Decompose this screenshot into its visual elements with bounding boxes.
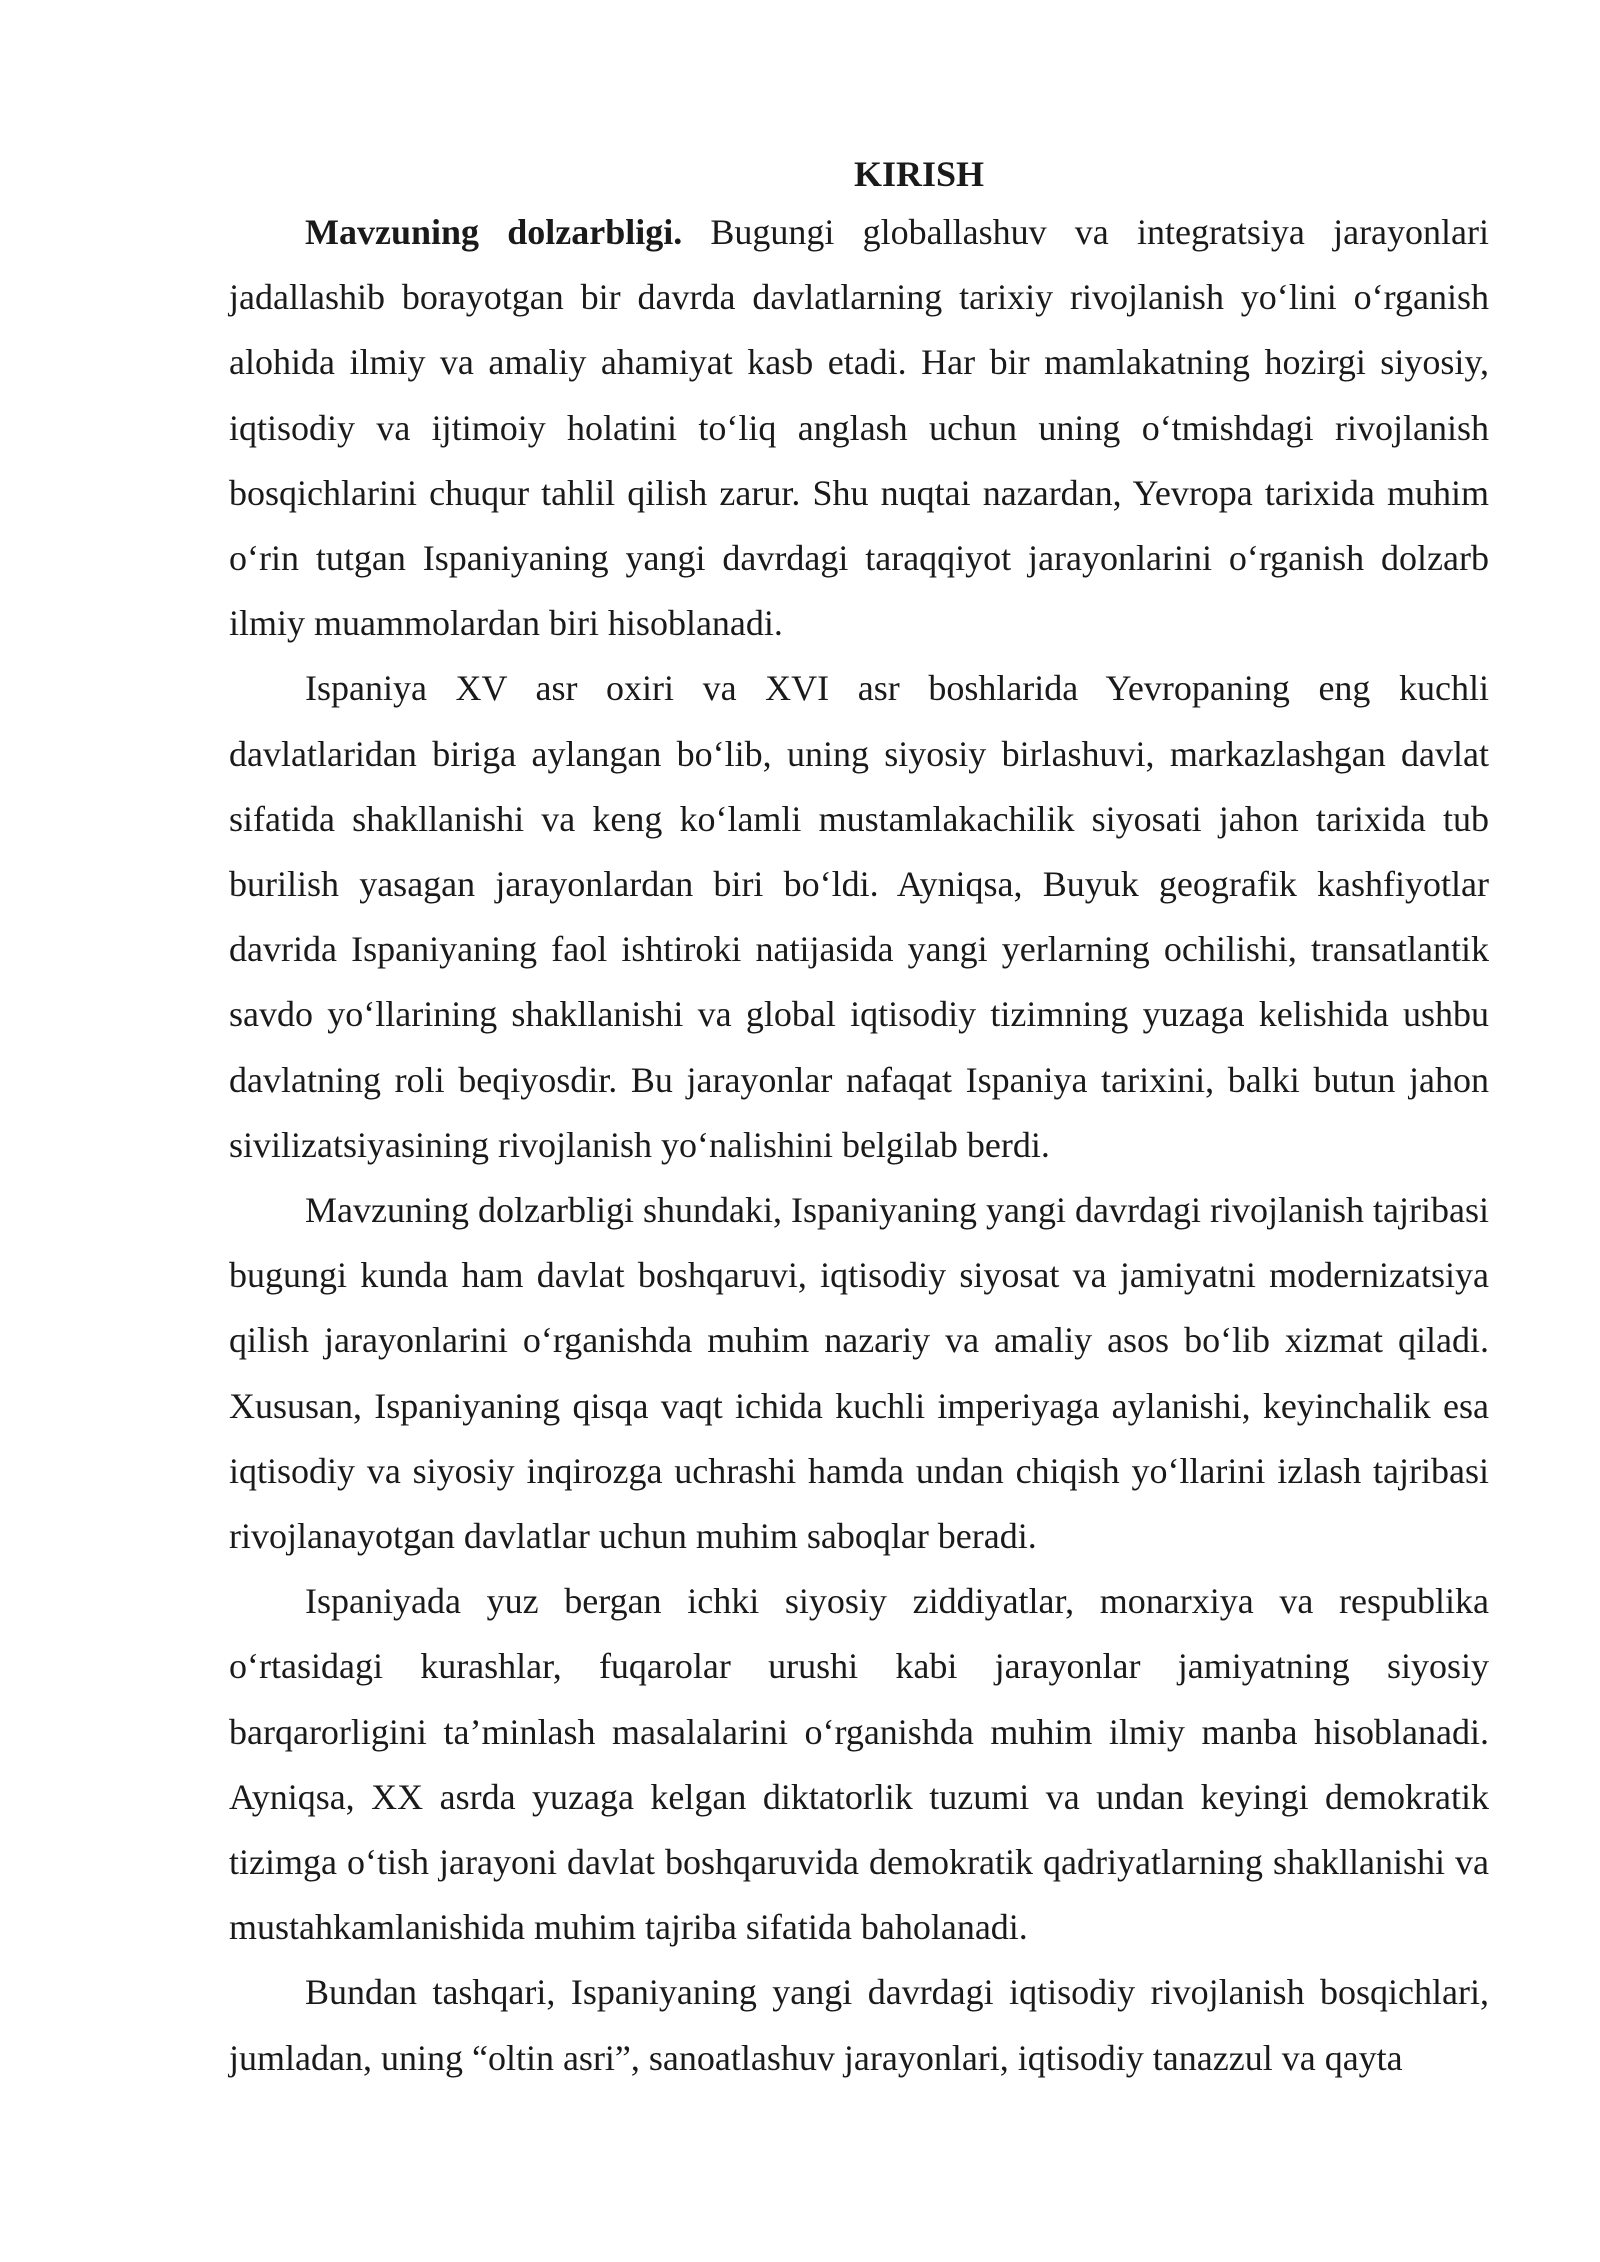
page-title: KIRISH	[853, 154, 985, 194]
paragraph-text: Bundan tashqari, Ispaniyaning yangi davrdagi iqtisodiy rivojlanish bosqichlari, jumladan, uning “oltin asri”, sanoatlashuv jarayonlari, iqtisodiy tanazzul va qayta	[229, 1972, 1489, 2078]
paragraph-lead: Mavzuning dolzarbligi.	[305, 212, 683, 252]
paragraph-5	[229, 1960, 1489, 2090]
paragraph-text: Mavzuning dolzarbligi shundaki, Ispaniyaning yangi davrdagi rivojlanish tajribasi bugungi kunda ham davlat boshqaruvi, iqtisodiy siyosat va jamiyatni modernizatsiya qilish jarayonlarini o‘rganishda muhim nazariy va amaliy asos bo‘lib xizmat qiladi. Xususan, Ispaniyaning qisqa vaqt ichida kuchli imperiyaga aylanishi, keyinchalik esa iqtisodiy va siyosiy inqirozga uchrashi hamda undan chiqish yo‘llarini izlash tajribasi rivojlanayotgan davlatlar uchun muhim saboqlar beradi.	[229, 1190, 1489, 1557]
paragraph-text: Ispaniyada yuz bergan ichki siyosiy ziddiyatlar, monarxiya va respublika o‘rtasidagi kurashlar, fuqarolar urushi kabi jarayonlar jamiyatning siyosiy barqarorligini ta’minlash masalalarini o‘rganishda muhim ilmiy manba hisoblanadi. Ayniqsa, XX asrda yuzaga kelgan diktatorlik tuzumi va undan keyingi demokratik tizimga o‘tish jarayoni davlat boshqaruvida demokratik qadriyatlarning shakllanishi va mustahkamlanishida muhim tajriba sifatida baholanadi.	[229, 1581, 1489, 1948]
paragraph-text: Ispaniya XV asr oxiri va XVI asr boshlarida Yevropaning eng kuchli davlatlaridan biriga aylangan bo‘lib, uning siyosiy birlashuvi, markazlashgan davlat sifatida shakllanishi va keng ko‘lamli mustamlakachilik siyosati jahon tarixida tub burilish yasagan jarayonlardan biri bo‘ldi. Ayniqsa, Buyuk geografik kashfiyotlar davrida Ispaniyaning faol ishtiroki natijasida yangi yerlarning ochilishi, transatlantik savdo yo‘llarining shakllanishi va global iqtisodiy tizimning yuzaga kelishida ushbu davlatning roli beqiyosdir. Bu jarayonlar nafaqat Ispaniya tarixini, balki butun jahon sivilizatsiyasining rivojlanish yo‘nalishini belgilab berdi.	[229, 668, 1489, 1165]
document-body	[229, 148, 1489, 2091]
paragraph-text: Bugungi globallashuv va integratsiya jarayonlari jadallashib borayotgan bir davrda davlatlarning tarixiy rivojlanish yo‘lini o‘rganish alohida ilmiy va amaliy ahamiyat kasb etadi. Har bir mamlakatning hozirgi siyosiy, iqtisodiy va ijtimoiy holatini to‘liq anglash uchun uning o‘tmishdagi rivojlanish bosqichlarini chuqur tahlil qilish zarur. Shu nuqtai nazardan, Yevropa tarixida muhim o‘rin tutgan Ispaniyaning yangi davrdagi taraqqiyot jarayonlarini o‘rganish dolzarb ilmiy muammolardan biri hisoblanadi.	[229, 212, 1490, 644]
paragraph-4	[229, 1569, 1489, 1960]
paragraph-2	[229, 656, 1489, 1178]
paragraph-1	[229, 200, 1489, 656]
paragraph-3	[229, 1178, 1489, 1569]
